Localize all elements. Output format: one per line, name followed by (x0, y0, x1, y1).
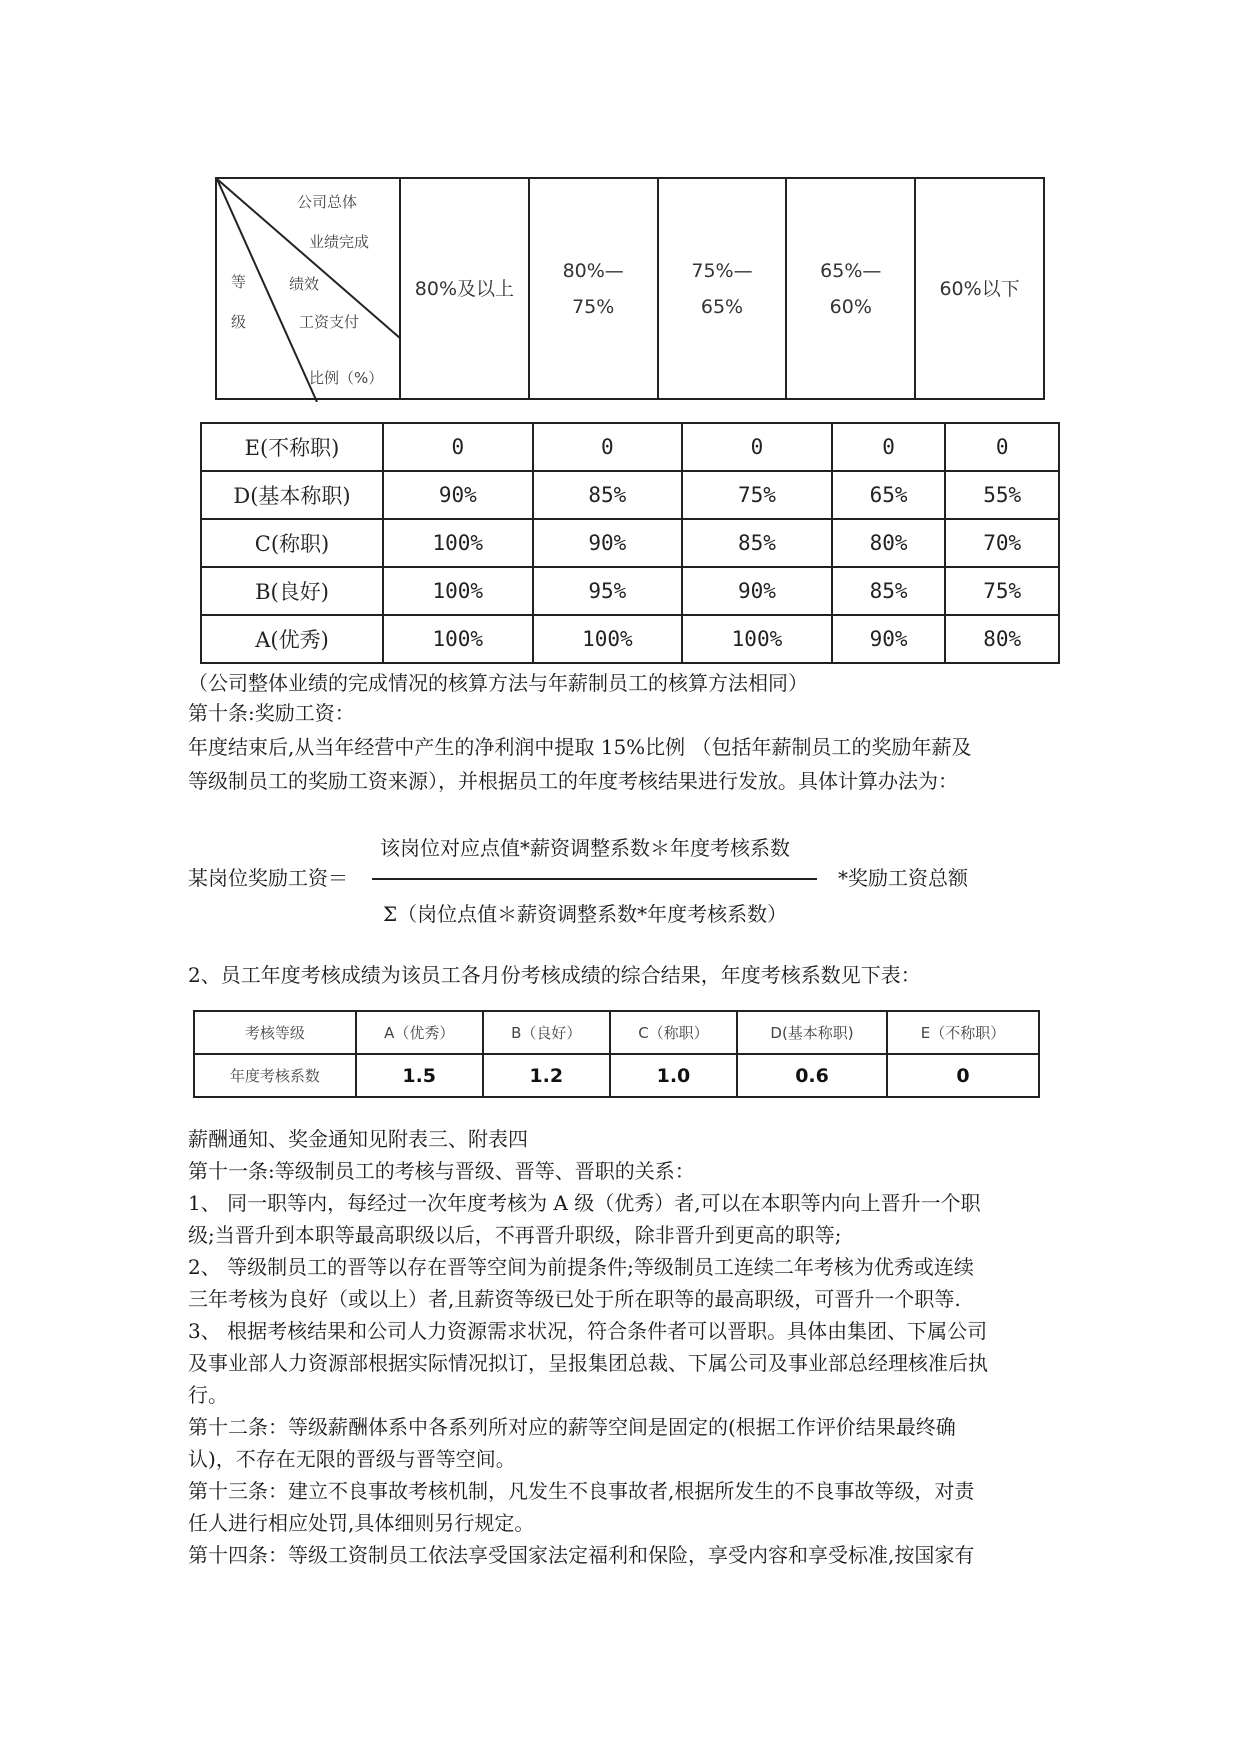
article-12-line1: 第十二条：等级薪酬体系中各系列所对应的薪等空间是固定的(根据工作评价结果最终确 (188, 1415, 956, 1439)
completion-column-header: 65%— 60% (787, 179, 916, 398)
ratio-cell: 70% (945, 519, 1059, 567)
ratio-cell: 100% (682, 615, 832, 663)
corner-left-char1: 等 (231, 273, 247, 291)
ratio-cell: 0 (682, 423, 832, 471)
notice-text: 薪酬通知、奖金通知见附表三、附表四 (188, 1127, 528, 1151)
table-header-cell: D(基本称职) (737, 1011, 887, 1054)
ratio-cell: 85% (682, 519, 832, 567)
corner-bottom-line2: 比例（%） (309, 369, 384, 387)
table-row (201, 519, 1059, 567)
table-row (201, 567, 1059, 615)
article-11-item2-line1: 2、 等级制员工的晋等以存在晋等空间为前提条件;等级制员工连续二年考核为优秀或连续 (188, 1255, 974, 1279)
grade-cell: C(称职) (201, 519, 383, 567)
coefficient-cell: 0 (887, 1054, 1039, 1097)
ratio-cell: 100% (383, 519, 533, 567)
grade-cell: D(基本称职) (201, 471, 383, 519)
ratio-cell: 0 (945, 423, 1059, 471)
article-11-item3-line1: 3、 根据考核结果和公司人力资源需求状况，符合条件者可以晋职。具体由集团、下属公司 (188, 1319, 988, 1343)
article-14-line1: 第十四条：等级工资制员工依法享受国家法定福利和保险，享受内容和享受标准,按国家有 (188, 1543, 975, 1567)
formula-rhs: *奖励工资总额 (838, 866, 968, 890)
table-row (201, 423, 1059, 471)
payout-table-header (215, 177, 1045, 400)
coefficient-cell: 1.2 (483, 1054, 610, 1097)
ratio-cell: 90% (383, 471, 533, 519)
completion-column-header: 80%— 75% (530, 179, 659, 398)
article-10-title: 第十条:奖励工资： (188, 701, 355, 725)
ratio-cell: 75% (945, 567, 1059, 615)
table-header-cell: 考核等级 (194, 1011, 356, 1054)
ratio-cell: 80% (832, 519, 946, 567)
coefficient-cell: 0.6 (737, 1054, 887, 1097)
formula-fraction-bar (372, 878, 817, 880)
ratio-cell: 90% (682, 567, 832, 615)
ratio-cell: 0 (832, 423, 946, 471)
ratio-cell: 95% (533, 567, 683, 615)
ratio-cell: 0 (383, 423, 533, 471)
article-11-item1-line2: 级;当晋升到本职等最高职级以后，不再晋升职级，除非晋升到更高的职等; (188, 1223, 842, 1247)
annual-coefficient-table (193, 1010, 1040, 1098)
article-10-paragraph-line2: 等级制员工的奖励工资来源），并根据员工的年度考核结果进行发放。具体计算办法为： (188, 769, 958, 793)
article-13-line2: 任人进行相应处罚,具体细则另行规定。 (188, 1511, 535, 1535)
ratio-cell: 0 (533, 423, 683, 471)
table-header-cell: C（称职） (610, 1011, 737, 1054)
ratio-cell: 85% (832, 567, 946, 615)
coefficient-cell: 1.5 (356, 1054, 483, 1097)
grade-cell: E(不称职) (201, 423, 383, 471)
ratio-cell: 80% (945, 615, 1059, 663)
corner-top-line2: 业绩完成 (309, 233, 370, 251)
item-2-text: 2、员工年度考核成绩为该员工各月份考核成绩的综合结果，年度考核系数见下表： (188, 963, 921, 987)
completion-column-header: 80%及以上 (401, 179, 530, 398)
article-11-item3-line2: 及事业部人力资源部根据实际情况拟订，呈报集团总裁、下属公司及事业部总经理核准后执 (188, 1351, 988, 1375)
grade-cell: A(优秀) (201, 615, 383, 663)
article-11-item3-line3: 行。 (188, 1383, 228, 1407)
table-row (201, 471, 1059, 519)
article-11-item2-line2: 三年考核为良好（或以上）者,且薪资等级已处于所在职等的最高职级，可晋升一个职等. (188, 1287, 961, 1311)
ratio-cell: 55% (945, 471, 1059, 519)
corner-top-line1: 公司总体 (297, 193, 358, 211)
ratio-cell: 75% (682, 471, 832, 519)
coefficient-cell: 1.0 (610, 1054, 737, 1097)
formula-denominator: Σ（岗位点值＊薪资调整系数*年度考核系数） (383, 902, 788, 926)
formula-numerator: 该岗位对应点值*薪资调整系数＊年度考核系数 (380, 836, 790, 860)
corner-left-char2: 级 (231, 313, 247, 331)
article-11-title: 第十一条:等级制员工的考核与晋级、晋等、晋职的关系： (188, 1159, 695, 1183)
article-10-paragraph-line1: 年度结束后,从当年经营中产生的净利润中提取 15%比例 （包括年薪制员工的奖励年薪及 (188, 735, 972, 759)
ratio-cell: 85% (533, 471, 683, 519)
table-row (194, 1054, 1039, 1097)
table-header-cell: A（优秀） (356, 1011, 483, 1054)
table-row (201, 615, 1059, 663)
formula-lhs: 某岗位奖励工资＝ (188, 866, 348, 890)
completion-column-header: 60%以下 (939, 277, 1020, 300)
corner-bottom-line1: 工资支付 (299, 313, 360, 331)
row-label-cell: 年度考核系数 (194, 1054, 356, 1097)
corner-mid: 绩效 (289, 275, 320, 293)
table-note: （公司整体业绩的完成情况的核算方法与年薪制员工的核算方法相同） (188, 671, 808, 695)
completion-column-header: 75%— 65% (659, 179, 788, 398)
ratio-cell: 100% (383, 567, 533, 615)
article-13-line1: 第十三条：建立不良事故考核机制，凡发生不良事故者,根据所发生的不良事故等级，对责 (188, 1479, 975, 1503)
diagonal-header-cell (217, 179, 401, 398)
ratio-cell: 100% (533, 615, 683, 663)
table-header-cell: B（良好） (483, 1011, 610, 1054)
table-header-cell: E（不称职） (887, 1011, 1039, 1054)
article-11-item1-line1: 1、 同一职等内，每经过一次年度考核为 A 级（优秀）者,可以在本职等内向上晋升一个职 (188, 1191, 981, 1215)
ratio-cell: 100% (383, 615, 533, 663)
ratio-cell: 65% (832, 471, 946, 519)
ratio-cell: 90% (832, 615, 946, 663)
ratio-cell: 90% (533, 519, 683, 567)
article-12-line2: 认)，不存在无限的晋级与晋等空间。 (188, 1447, 516, 1471)
grade-cell: B(良好) (201, 567, 383, 615)
payout-ratio-table (200, 422, 1060, 664)
table-row (194, 1011, 1039, 1054)
